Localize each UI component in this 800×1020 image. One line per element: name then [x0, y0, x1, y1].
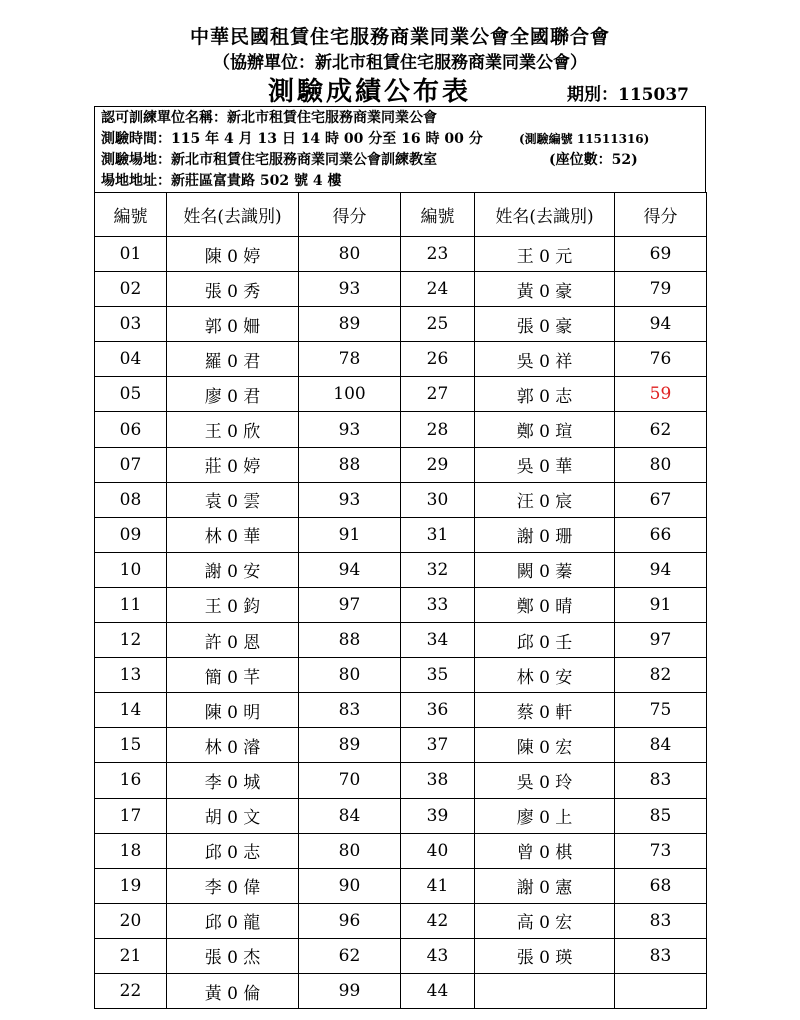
- cell-name: 廖 0 君: [167, 377, 299, 412]
- cell-number: 13: [95, 658, 167, 693]
- table-row: [95, 728, 707, 763]
- cell-number: 01: [95, 237, 167, 272]
- cell-number: 26: [401, 342, 475, 377]
- cell-number: 42: [401, 903, 475, 938]
- cell-number: 27: [401, 377, 475, 412]
- cell-number: 15: [95, 728, 167, 763]
- cell-number: 40: [401, 833, 475, 868]
- cell-number: 06: [95, 412, 167, 447]
- cell-score: 79: [615, 272, 707, 307]
- cell-score: 80: [299, 833, 401, 868]
- cell-name: 陳 0 明: [167, 693, 299, 728]
- cell-name: 林 0 濬: [167, 728, 299, 763]
- table-row: [95, 377, 707, 412]
- cell-score: 59: [615, 377, 707, 412]
- cell-score: 62: [615, 412, 707, 447]
- cell-number: 22: [95, 973, 167, 1008]
- table-row: [95, 552, 707, 587]
- seat-count: (座位數：52): [549, 152, 638, 168]
- cell-number: 32: [401, 552, 475, 587]
- cell-name: 王 0 欣: [167, 412, 299, 447]
- cell-name: 簡 0 芊: [167, 658, 299, 693]
- exam-number: (測驗編號 11511316): [519, 132, 650, 146]
- training-unit-line: [101, 108, 705, 129]
- cell-number: 25: [401, 307, 475, 342]
- score-table: [94, 192, 707, 1009]
- cell-score: 97: [299, 587, 401, 622]
- cell-name: 謝 0 珊: [475, 517, 615, 552]
- cell-name: 林 0 安: [475, 658, 615, 693]
- cell-score: 83: [615, 938, 707, 973]
- cell-number: 41: [401, 868, 475, 903]
- cell-number: 21: [95, 938, 167, 973]
- cell-score: 66: [615, 517, 707, 552]
- cell-score: 93: [299, 482, 401, 517]
- cell-number: 36: [401, 693, 475, 728]
- cell-score: 96: [299, 903, 401, 938]
- column-header-name: 姓名(去識別): [167, 193, 299, 237]
- cell-number: 33: [401, 587, 475, 622]
- cell-name: 陳 0 宏: [475, 728, 615, 763]
- cell-score: 89: [299, 307, 401, 342]
- cell-number: 39: [401, 798, 475, 833]
- table-row: [95, 903, 707, 938]
- cell-number: 03: [95, 307, 167, 342]
- cell-score: 78: [299, 342, 401, 377]
- cell-number: 44: [401, 973, 475, 1008]
- cell-score: 91: [299, 517, 401, 552]
- table-row: [95, 658, 707, 693]
- cell-name: 羅 0 君: [167, 342, 299, 377]
- cell-score: 83: [615, 763, 707, 798]
- cell-name: 陳 0 婷: [167, 237, 299, 272]
- cell-number: 10: [95, 552, 167, 587]
- cell-score: 67: [615, 482, 707, 517]
- table-row: [95, 272, 707, 307]
- cell-score: 93: [299, 272, 401, 307]
- cell-score: 75: [615, 693, 707, 728]
- exam-info-box: [94, 106, 706, 192]
- cell-score: 84: [615, 728, 707, 763]
- cell-name: 王 0 鈞: [167, 587, 299, 622]
- cell-name: 李 0 城: [167, 763, 299, 798]
- cell-name: 曾 0 棋: [475, 833, 615, 868]
- cell-number: 11: [95, 587, 167, 622]
- cell-score: 88: [299, 447, 401, 482]
- table-row: [95, 798, 707, 833]
- cell-name: 謝 0 憲: [475, 868, 615, 903]
- table-row: [95, 868, 707, 903]
- cell-score: 76: [615, 342, 707, 377]
- cell-number: 28: [401, 412, 475, 447]
- cell-score: 84: [299, 798, 401, 833]
- table-row: [95, 973, 707, 1008]
- exam-time: 測驗時間：115 年 4 月 13 日 14 時 00 分至 16 時 00 分: [101, 131, 483, 147]
- cell-name: 邱 0 志: [167, 833, 299, 868]
- table-row: [95, 587, 707, 622]
- table-row: [95, 307, 707, 342]
- cell-score: 70: [299, 763, 401, 798]
- cell-score: 94: [299, 552, 401, 587]
- table-row: [95, 342, 707, 377]
- cell-name: 闕 0 蓁: [475, 552, 615, 587]
- cell-name: 鄭 0 晴: [475, 587, 615, 622]
- cell-name: [475, 973, 615, 1008]
- column-header-number: 編號: [401, 193, 475, 237]
- table-row: [95, 833, 707, 868]
- cell-score: 83: [299, 693, 401, 728]
- cell-number: 12: [95, 623, 167, 658]
- cell-score: 69: [615, 237, 707, 272]
- cell-name: 張 0 豪: [475, 307, 615, 342]
- cell-number: 16: [95, 763, 167, 798]
- cell-name: 許 0 恩: [167, 623, 299, 658]
- cell-number: 02: [95, 272, 167, 307]
- table-row: [95, 693, 707, 728]
- column-header-score: 得分: [299, 193, 401, 237]
- cell-name: 黃 0 倫: [167, 973, 299, 1008]
- cell-name: 林 0 華: [167, 517, 299, 552]
- cell-name: 吳 0 玲: [475, 763, 615, 798]
- period-label: 期別：115037: [567, 85, 689, 105]
- cell-name: 李 0 偉: [167, 868, 299, 903]
- column-header-score: 得分: [615, 193, 707, 237]
- cell-score: 90: [299, 868, 401, 903]
- cell-name: 廖 0 上: [475, 798, 615, 833]
- venue-address-line: [101, 171, 705, 192]
- table-row: [95, 482, 707, 517]
- table-row: [95, 517, 707, 552]
- exam-venue-line: [101, 150, 705, 171]
- cell-name: 邱 0 壬: [475, 623, 615, 658]
- table-header-row: [95, 193, 707, 237]
- cell-name: 邱 0 龍: [167, 903, 299, 938]
- cell-name: 張 0 杰: [167, 938, 299, 973]
- cell-number: 24: [401, 272, 475, 307]
- cell-number: 31: [401, 517, 475, 552]
- cell-number: 34: [401, 623, 475, 658]
- cell-name: 王 0 元: [475, 237, 615, 272]
- cell-name: 汪 0 宸: [475, 482, 615, 517]
- cell-score: 91: [615, 587, 707, 622]
- column-header-number: 編號: [95, 193, 167, 237]
- cell-score: 97: [615, 623, 707, 658]
- cell-name: 郭 0 姍: [167, 307, 299, 342]
- cell-number: 08: [95, 482, 167, 517]
- cell-number: 23: [401, 237, 475, 272]
- table-row: [95, 412, 707, 447]
- cell-score: 83: [615, 903, 707, 938]
- table-row: [95, 237, 707, 272]
- cell-name: 吳 0 華: [475, 447, 615, 482]
- cell-score: 62: [299, 938, 401, 973]
- cell-number: 37: [401, 728, 475, 763]
- cell-score: 94: [615, 552, 707, 587]
- cell-name: 莊 0 婷: [167, 447, 299, 482]
- cell-name: 張 0 秀: [167, 272, 299, 307]
- cell-score: 94: [615, 307, 707, 342]
- cell-score: 68: [615, 868, 707, 903]
- cell-score: 99: [299, 973, 401, 1008]
- cell-score: 80: [299, 237, 401, 272]
- cell-name: 謝 0 安: [167, 552, 299, 587]
- table-row: [95, 447, 707, 482]
- cell-number: 17: [95, 798, 167, 833]
- cell-name: 高 0 宏: [475, 903, 615, 938]
- score-table-body: [95, 237, 707, 1009]
- venue-address: 場地地址：新莊區富貴路 502 號 4 樓: [101, 173, 342, 189]
- cell-score: 82: [615, 658, 707, 693]
- cell-number: 20: [95, 903, 167, 938]
- cell-name: 蔡 0 軒: [475, 693, 615, 728]
- cell-score: 80: [299, 658, 401, 693]
- exam-time-line: [101, 129, 705, 150]
- cell-score: 89: [299, 728, 401, 763]
- cell-name: 胡 0 文: [167, 798, 299, 833]
- exam-venue: 測驗場地：新北市租賃住宅服務商業同業公會訓練教室: [101, 152, 437, 168]
- cell-number: 14: [95, 693, 167, 728]
- cell-number: 43: [401, 938, 475, 973]
- cell-score: 73: [615, 833, 707, 868]
- document-title: 測驗成績公布表: [268, 77, 472, 107]
- table-row: [95, 623, 707, 658]
- co-organizer-line: （協辦單位：新北市租賃住宅服務商業同業公會）: [213, 53, 587, 73]
- cell-score: [615, 973, 707, 1008]
- table-row: [95, 938, 707, 973]
- cell-name: 吳 0 祥: [475, 342, 615, 377]
- cell-score: 80: [615, 447, 707, 482]
- cell-number: 38: [401, 763, 475, 798]
- cell-number: 05: [95, 377, 167, 412]
- cell-score: 100: [299, 377, 401, 412]
- table-row: [95, 763, 707, 798]
- cell-number: 29: [401, 447, 475, 482]
- cell-score: 85: [615, 798, 707, 833]
- cell-number: 04: [95, 342, 167, 377]
- cell-name: 鄭 0 瑄: [475, 412, 615, 447]
- cell-number: 09: [95, 517, 167, 552]
- cell-name: 黃 0 豪: [475, 272, 615, 307]
- cell-name: 郭 0 志: [475, 377, 615, 412]
- cell-name: 張 0 瑛: [475, 938, 615, 973]
- cell-number: 07: [95, 447, 167, 482]
- cell-score: 93: [299, 412, 401, 447]
- cell-number: 19: [95, 868, 167, 903]
- organization-title: 中華民國租賃住宅服務商業同業公會全國聯合會: [189, 26, 610, 48]
- cell-number: 35: [401, 658, 475, 693]
- cell-score: 88: [299, 623, 401, 658]
- training-unit: 認可訓練單位名稱：新北市租賃住宅服務商業同業公會: [101, 110, 437, 126]
- cell-name: 袁 0 雲: [167, 482, 299, 517]
- cell-number: 30: [401, 482, 475, 517]
- column-header-name: 姓名(去識別): [475, 193, 615, 237]
- cell-number: 18: [95, 833, 167, 868]
